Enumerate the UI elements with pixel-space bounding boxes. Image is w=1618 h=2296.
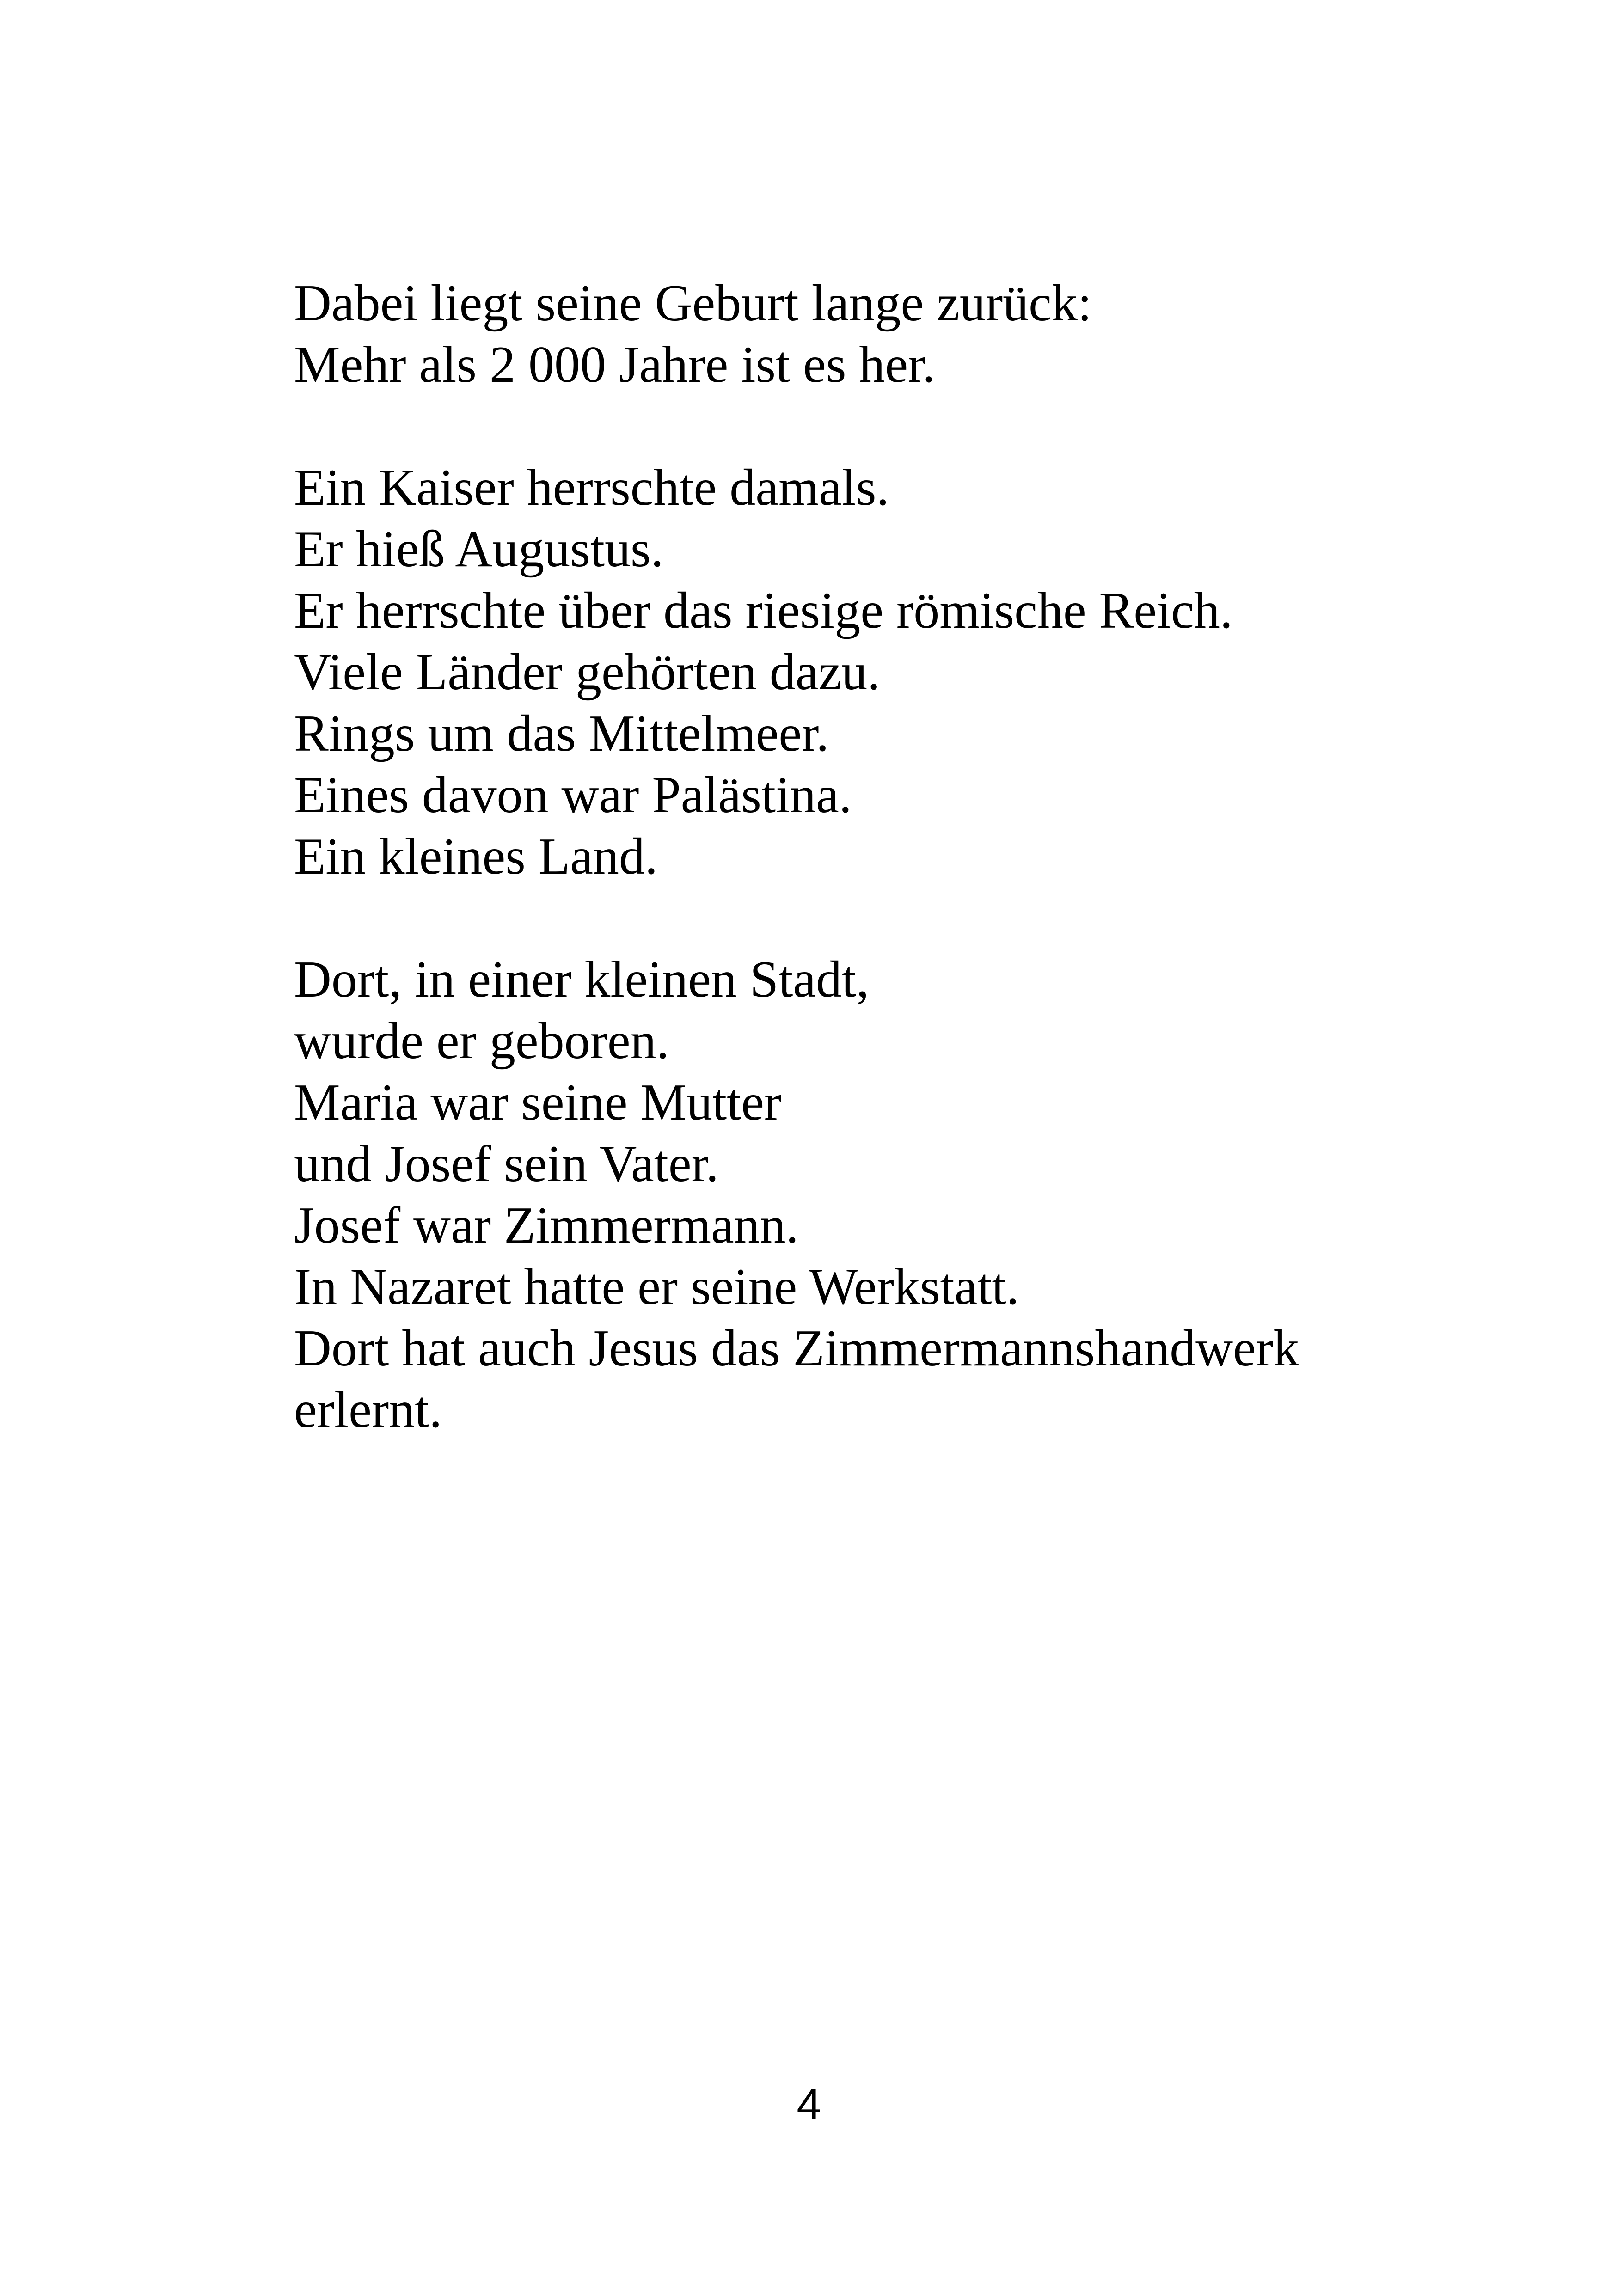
paragraph-1 [294, 273, 1496, 396]
text-line: Dort, in einer kleinen Stadt, [294, 951, 870, 1008]
text-line: Mehr als 2 000 Jahre ist es her. [294, 336, 936, 393]
text-line: Eines davon war Palästina. [294, 766, 852, 824]
text-line: Ein kleines Land. [294, 828, 658, 885]
text-line: Josef war Zimmermann. [294, 1197, 799, 1254]
text-line: In Nazaret hatte er seine Werkstatt. [294, 1258, 1019, 1316]
text-line: Er hieß Augustus. [294, 520, 664, 578]
body-text [294, 273, 1496, 1441]
text-line: und Josef sein Vater. [294, 1135, 719, 1193]
text-line: Dabei liegt seine Geburt lange zurück: [294, 275, 1092, 332]
paragraph-2 [294, 457, 1496, 888]
text-line: Ein Kaiser herrschte damals. [294, 459, 889, 516]
text-line: Maria war seine Mutter [294, 1074, 782, 1131]
text-line: Er herrschte über das riesige römische Reich. [294, 582, 1233, 639]
text-line: erlernt. [294, 1381, 442, 1439]
text-line: Viele Länder gehörten dazu. [294, 643, 881, 701]
text-line: Rings um das Mittelmeer. [294, 705, 829, 762]
page-number: 4 [797, 2080, 821, 2129]
text-line: Dort hat auch Jesus das Zimmermannshandwerk [294, 1320, 1299, 1377]
text-line: wurde er geboren. [294, 1012, 669, 1070]
paragraph-3 [294, 949, 1496, 1441]
